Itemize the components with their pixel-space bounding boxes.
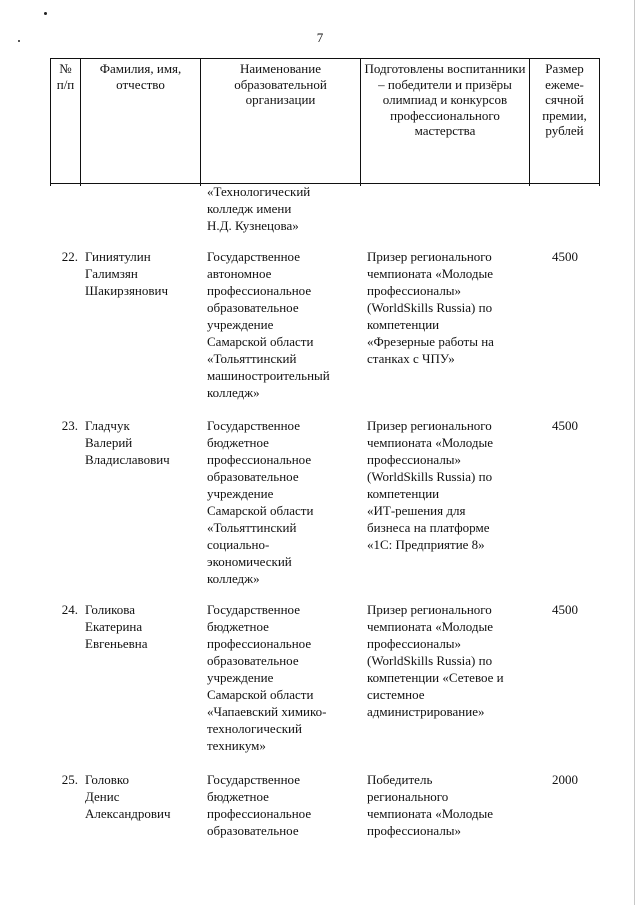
header-achievement: Подготовлены воспитанники – победители и призёры олимпиад и конкурсов профессионального мастерства — [361, 59, 530, 184]
organization: Государственное бюджетное профессиональное образовательное — [207, 772, 312, 838]
achievement: Призер регионального чемпионата «Молодые профессионалы» (WorldSkills Russia) по компетенции «Фрезерные работы на станках с ЧПУ» — [367, 249, 494, 366]
page-number: 7 — [316, 30, 324, 45]
row-number: 24. — [61, 602, 78, 617]
achievement: Призер регионального чемпионата «Молодые профессионалы» (WorldSkills Russia) по компетенции «ИТ-решения для бизнеса на платформе «1С: Предприятие 8» — [367, 418, 493, 552]
organization: Государственное бюджетное профессиональное образовательное учреждение Самарской области «Чапаевский химико- технологический техникум» — [207, 602, 327, 753]
header-num: № п/п — [51, 59, 81, 184]
row-number: 23. — [61, 418, 78, 433]
continuation-org: «Технологический колледж имени Н.Д. Кузнецова» — [207, 184, 311, 233]
student-name: Гиниятулин Галимзян Шакирзянович — [85, 249, 169, 298]
bonus-amount: 2000 — [552, 772, 578, 787]
student-name: Гладчук Валерий Владиславович — [85, 418, 170, 467]
achievement: Призер регионального чемпионата «Молодые профессионалы» (WorldSkills Russia) по компетенции «Сетевое и системное администрирование» — [367, 602, 504, 719]
organization: Государственное автономное профессиональное образовательное учреждение Самарской области «Тольяттинский машиностроительный колледж» — [207, 249, 330, 400]
header-row — [51, 59, 600, 184]
table-header — [50, 58, 600, 186]
achievement: Победитель регионального чемпионата «Молодые профессионалы» — [367, 772, 493, 838]
bonus-amount: 4500 — [552, 249, 578, 264]
header-amount: Размер ежеме-сячной премии, рублей — [530, 59, 600, 184]
header-org: Наименование образовательной организации — [201, 59, 361, 184]
row-number: 25. — [61, 772, 78, 787]
page-edge — [634, 0, 635, 905]
bonus-amount: 4500 — [552, 602, 578, 617]
bonus-amount: 4500 — [552, 418, 578, 433]
scan-dot — [44, 12, 47, 15]
row-number: 22. — [61, 249, 78, 264]
organization: Государственное бюджетное профессиональное образовательное учреждение Самарской области «Тольяттинский социально- экономический колледж» — [207, 418, 314, 586]
header-name: Фамилия, имя, отчество — [81, 59, 201, 184]
student-name: Голикова Екатерина Евгеньевна — [85, 602, 148, 651]
student-name: Головко Денис Александрович — [85, 772, 171, 821]
